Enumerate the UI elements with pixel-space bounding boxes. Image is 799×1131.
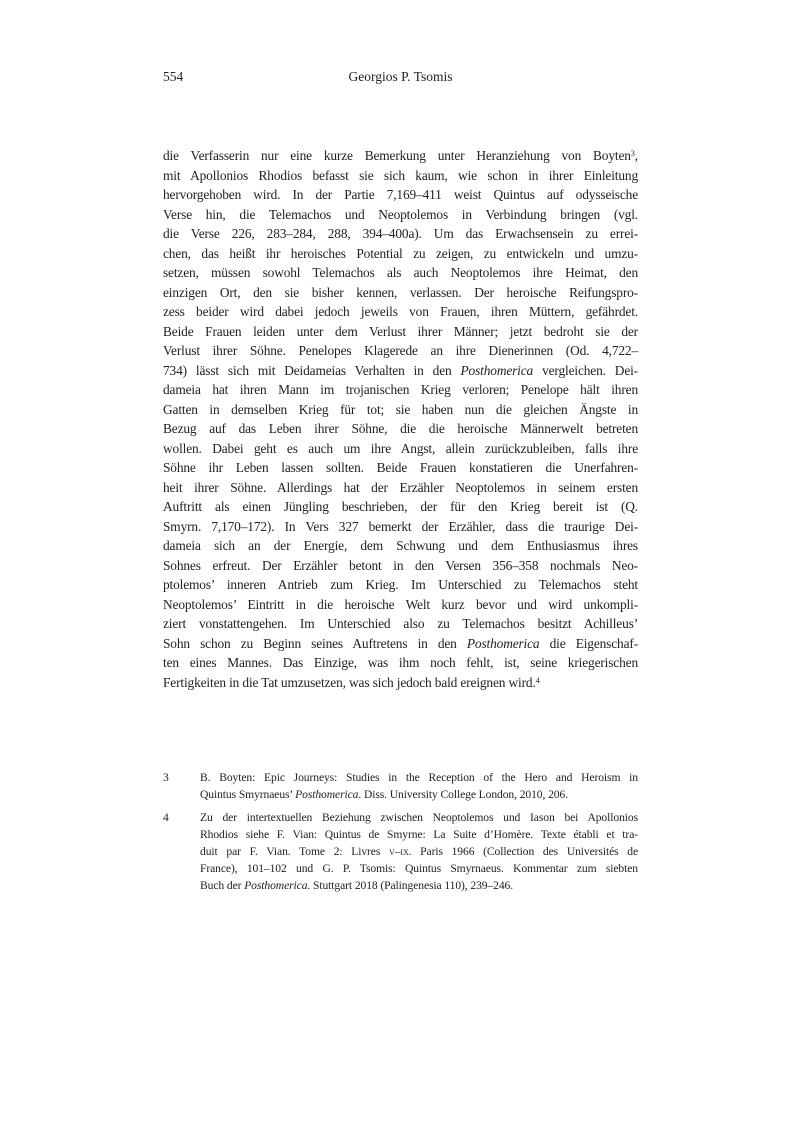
body-line [163, 419, 638, 439]
body-line [163, 185, 638, 205]
page-header [163, 69, 638, 85]
footnote-4 [163, 809, 638, 894]
body-line [163, 653, 638, 673]
text-run: die Verse 226, 283–284, 288, 394–400a). Um das Erwachsensein zu errei- [163, 226, 638, 241]
text-run: Fertigkeiten in die Tat umzusetzen, was sich jedoch bald ereignen wird. [163, 674, 536, 690]
body-line [163, 478, 638, 498]
text-run: Neoptolemos’ Eintritt in die heroische Welt kurz bevor und wird unkompli- [163, 596, 638, 612]
footnote-line [200, 769, 638, 786]
footnote-line [200, 860, 638, 877]
footnote-marker: 4 [535, 675, 540, 685]
body-line [163, 673, 638, 693]
running-head: Georgios P. Tsomis [348, 69, 453, 84]
body-line [163, 283, 638, 303]
body-line [163, 614, 638, 634]
text-run: Bezug auf das Leben ihrer Söhne, die die heroische Männerwelt betreten [163, 421, 638, 436]
footnote-text [200, 809, 638, 894]
text-run: vergleichen. Dei- [533, 362, 638, 378]
footnote-line [200, 877, 638, 894]
text-run: Verlust ihrer Söhne. Penelopes Klagerede an ihre Dienerinnen (Od. 4,722– [163, 343, 638, 358]
text-run: France), 101–102 und G. P. Tsomis: Quintus Smyrnaeus. Kommentar zum siebten [200, 862, 638, 875]
italic-text: Posthomerica [295, 788, 359, 801]
text-run: Verse hin, die Telemachos und Neoptolemos in Verbindung bringen (vgl. [163, 206, 638, 222]
text-run: . Paris 1966 (Collection des Universités de [408, 845, 639, 858]
body-line [163, 263, 638, 283]
body-line [163, 536, 638, 556]
text-run: hervorgehoben wird. In der Partie 7,169–411 weist Quintus auf odysseische [163, 187, 638, 202]
italic-text: Posthomerica [460, 362, 534, 378]
body-line [163, 361, 638, 381]
body-line [163, 224, 638, 244]
body-line [163, 634, 638, 654]
footnote-marker: 3 [630, 149, 635, 159]
footnote-3 [163, 769, 638, 803]
text-run: B. Boyten: Epic Journeys: Studies in the Reception of the Hero and Heroism in [200, 771, 638, 784]
italic-text: Posthomerica [466, 635, 540, 651]
body-line [163, 595, 638, 615]
footnote-line [200, 809, 638, 826]
text-run: Rhodios siehe F. Vian: Quintus de Smyrne: La Suite d’Homère. Texte établi et tra- [200, 828, 638, 841]
italic-text: Posthomerica [244, 879, 308, 892]
text-run: einzigen Ort, den sie bisher kennen, verlassen. Der heroische Reifungspro- [163, 284, 638, 300]
text-run: heit ihrer Söhne. Allerdings hat der Erzähler Neoptolemos in seinem ersten [163, 479, 638, 495]
body-line [163, 146, 638, 166]
body-line [163, 166, 638, 186]
text-run: . Stuttgart 2018 (Palingenesia 110), 239–246. [307, 879, 514, 892]
text-run: duit par F. Vian. Tome 2: Livres [200, 845, 390, 858]
text-run: dameia hat ihren Mann im trojanischen Krieg verloren; Penelope hält ihren [163, 382, 638, 397]
text-run: . Diss. University College London, 2010, 206. [358, 788, 568, 801]
footnote-number: 4 [163, 811, 169, 824]
footnote-line [200, 826, 638, 843]
text-run: ziert vonstattengehen. Im Unterschied also zu Telemachos besitzt Achilleus’ [163, 616, 638, 631]
footnote-line [200, 843, 638, 860]
text-run: wollen. Dabei geht es auch um ihre Angst, allein zurückzubleiben, falls ihre [163, 440, 638, 456]
body-paragraph [163, 146, 638, 692]
text-run: ten eines Mannes. Das Einzige, was ihm noch fehlt, ist, seine kriegerischen [163, 655, 638, 670]
text-run: ptolemos’ inneren Antrieb zum Krieg. Im Unterschied zu Telemachos steht [163, 577, 638, 592]
body-line [163, 322, 638, 342]
body-line [163, 575, 638, 595]
text-run: 734) lässt sich mit Deidameias Verhalten in den [163, 362, 461, 378]
text-run: Buch der [200, 879, 245, 892]
footnote-number: 3 [163, 771, 169, 784]
text-run: Beide Frauen leiden unter dem Verlust ihrer Männer; jetzt bedroht sie der [163, 323, 638, 339]
body-line [163, 244, 638, 264]
text-run: Auftritt als einen Jüngling beschrieben, der für den Krieg bereit ist (Q. [163, 499, 638, 514]
text-run: chen, das heißt ihr heroisches Potential zu zeigen, zu entwickeln und umzu- [163, 245, 638, 261]
page-number: 554 [163, 69, 184, 84]
text-run: Sohn schon zu Beginn seines Auftretens in den [163, 635, 467, 651]
body-line [163, 302, 638, 322]
footnote-text [200, 769, 638, 803]
text-run: Söhne ihr Leben lassen sollten. Beide Frauen konstatieren die Unerfahren- [163, 460, 638, 475]
body-line [163, 400, 638, 420]
text-run: mit Apollonios Rhodios befasst sie sich kaum, wie schon in ihrer Einleitung [163, 167, 638, 183]
text-run: zess beider wird dabei jedoch jeweils von Frauen, ihren Müttern, gefährdet. [163, 304, 638, 319]
body-line [163, 497, 638, 517]
text-run: Quintus Smyrnaeus’ [200, 788, 296, 801]
text-run: Smyrn. 7,170–172). In Vers 327 bemerkt der Erzähler, dass die traurige Dei- [163, 518, 638, 534]
text-run: dameia sich an der Energie, dem Schwung und dem Enthusiasmus ihres [163, 538, 638, 553]
body-line [163, 205, 638, 225]
footnotes [163, 769, 638, 900]
footnote-line [200, 786, 638, 803]
body-line [163, 439, 638, 459]
text-run: Sohnes erfreut. Der Erzähler betont in den Versen 356–358 nochmals Neo- [163, 557, 638, 573]
body-line [163, 556, 638, 576]
text-run: die Verfasserin nur eine kurze Bemerkung unter Heranziehung von Boyten [163, 148, 631, 163]
body-line [163, 380, 638, 400]
body-line [163, 517, 638, 537]
text-run: die Eigenschaf- [539, 635, 638, 651]
text-run: Zu der intertextuellen Beziehung zwischen Neoptolemos und Iason bei Apollonios [200, 811, 638, 824]
text-run: , [634, 148, 638, 163]
small-caps-text: v–ix [389, 845, 409, 858]
text-run: Gatten in demselben Krieg für tot; sie haben nun die gleichen Ängste in [163, 401, 638, 417]
text-run: setzen, müssen sowohl Telemachos als auch Neoptolemos ihre Heimat, den [163, 265, 638, 280]
body-line [163, 341, 638, 361]
body-line [163, 458, 638, 478]
